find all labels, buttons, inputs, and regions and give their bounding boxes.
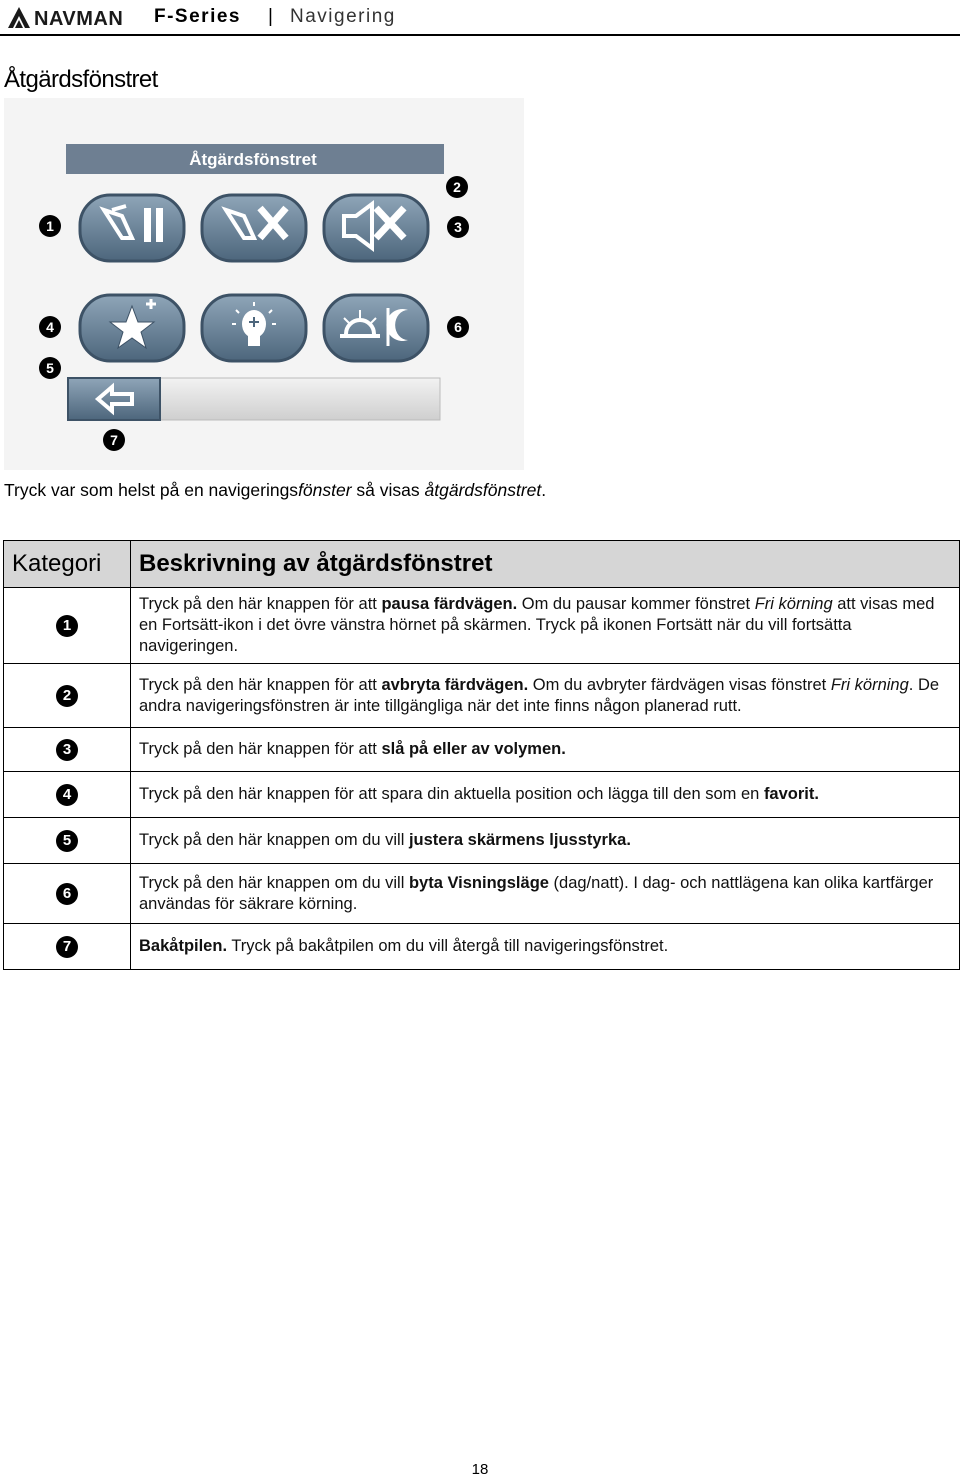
description-segment: Tryck på bakåtpilen om du vill återgå till navigeringsfönstret. — [227, 937, 669, 955]
header-beskrivning: Beskrivning av åtgärdsfönstret — [131, 541, 960, 588]
description-segment: (dag/natt). I dag- och nattlägena kan olika kartfärger användas för säkrare körning. — [139, 873, 934, 913]
description-segment: Tryck på den här knappen för att — [139, 595, 382, 613]
svg-text:NAVMAN: NAVMAN — [34, 8, 124, 30]
description-cell — [131, 588, 960, 664]
number-badge: 2 — [56, 685, 78, 707]
brightness-button — [202, 295, 306, 361]
number-badge: 4 — [56, 784, 78, 806]
category-cell — [4, 728, 131, 772]
description-segment: Tryck på den här knappen för att — [139, 740, 382, 758]
figure-title: Åtgärdsfönstret — [189, 150, 317, 169]
description-segment: Om du avbryter färdvägen visas fönstret — [528, 675, 831, 694]
number-badge: 3 — [56, 739, 78, 761]
navman-logo — [6, 4, 146, 30]
description-segment: Tryck på den här knappen om du vill — [139, 831, 409, 849]
category-cell — [4, 818, 131, 864]
table-row — [4, 728, 960, 772]
description-segment: Om du pausar kommer fönstret — [517, 595, 755, 613]
description-segment: Bakåtpilen. — [139, 937, 228, 955]
description-segment: byta Visningsläge — [408, 873, 549, 892]
callout-4 — [39, 316, 61, 338]
favorite-button — [80, 295, 184, 361]
description-segment: pausa färdvägen. — [381, 595, 518, 613]
description-cell — [131, 664, 960, 728]
category-cell — [4, 588, 131, 664]
description-cell — [131, 864, 960, 924]
series-label: F-Series — [154, 6, 241, 27]
category-cell — [4, 772, 131, 818]
pause-route-button — [80, 195, 184, 261]
description-segment: att visas med en Fortsätt-ikon i det övre vänstra hörnet på skärmen. Tryck på ikonen Fortsätt när du vill fortsätta navigeringen. — [139, 595, 935, 655]
cancel-route-button — [202, 195, 306, 261]
callout-6 — [447, 316, 469, 338]
page-header — [0, 0, 960, 36]
action-window-figure — [4, 98, 524, 470]
callout-7 — [103, 429, 125, 451]
intro-text: Tryck var som helst på en navigeringsfönster så visas åtgärdsfönstret. — [4, 480, 547, 500]
header-separator: | — [268, 6, 273, 27]
description-segment: justera skärmens ljusstyrka. — [408, 831, 631, 849]
number-badge: 5 — [56, 830, 78, 852]
description-segment: . De andra navigeringsfönstren är inte tillgängliga när det inte finns någon planerad rutt. — [139, 675, 940, 715]
number-badge: 1 — [56, 615, 78, 637]
mute-volume-button — [324, 195, 428, 261]
description-segment: Tryck på den här knappen för att spara din aktuella position och lägga till den som en — [139, 785, 764, 803]
callout-1 — [39, 215, 61, 237]
description-segment: Fri körning — [754, 595, 833, 613]
description-segment: avbryta färdvägen. — [381, 675, 529, 694]
callout-3 — [447, 216, 469, 238]
svg-text:6: 6 — [454, 319, 462, 335]
category-cell — [4, 924, 131, 970]
table-row — [4, 664, 960, 728]
svg-text:4: 4 — [46, 319, 54, 335]
table-row — [4, 588, 960, 664]
callout-5 — [39, 357, 61, 379]
day-night-button — [324, 295, 428, 361]
table-header-row — [4, 541, 960, 588]
description-segment: Tryck på den här knappen för att — [139, 675, 382, 694]
category-cell — [4, 864, 131, 924]
svg-text:1: 1 — [46, 218, 54, 234]
header-kategori: Kategori — [4, 541, 131, 588]
svg-text:7: 7 — [110, 432, 118, 448]
section-label: Navigering — [290, 6, 396, 27]
description-cell — [131, 924, 960, 970]
table-row — [4, 864, 960, 924]
table-row — [4, 772, 960, 818]
table-row — [4, 818, 960, 864]
description-cell — [131, 772, 960, 818]
description-segment: Fri körning — [830, 675, 909, 694]
description-segment: slå på eller av volymen. — [381, 740, 566, 758]
description-segment: Tryck på den här knappen om du vill — [139, 873, 409, 892]
svg-text:3: 3 — [454, 219, 462, 235]
description-cell — [131, 818, 960, 864]
description-segment: favorit. — [763, 785, 819, 803]
page-title: Åtgärdsfönstret — [4, 66, 158, 93]
page-number: 18 — [471, 1461, 489, 1478]
svg-text:2: 2 — [453, 179, 461, 195]
description-table — [3, 540, 960, 970]
number-badge: 6 — [56, 883, 78, 905]
number-badge: 7 — [56, 936, 78, 958]
table-row — [4, 924, 960, 970]
category-cell — [4, 664, 131, 728]
svg-text:5: 5 — [46, 360, 54, 376]
callout-2 — [446, 176, 468, 198]
description-cell — [131, 728, 960, 772]
back-button — [68, 378, 160, 420]
